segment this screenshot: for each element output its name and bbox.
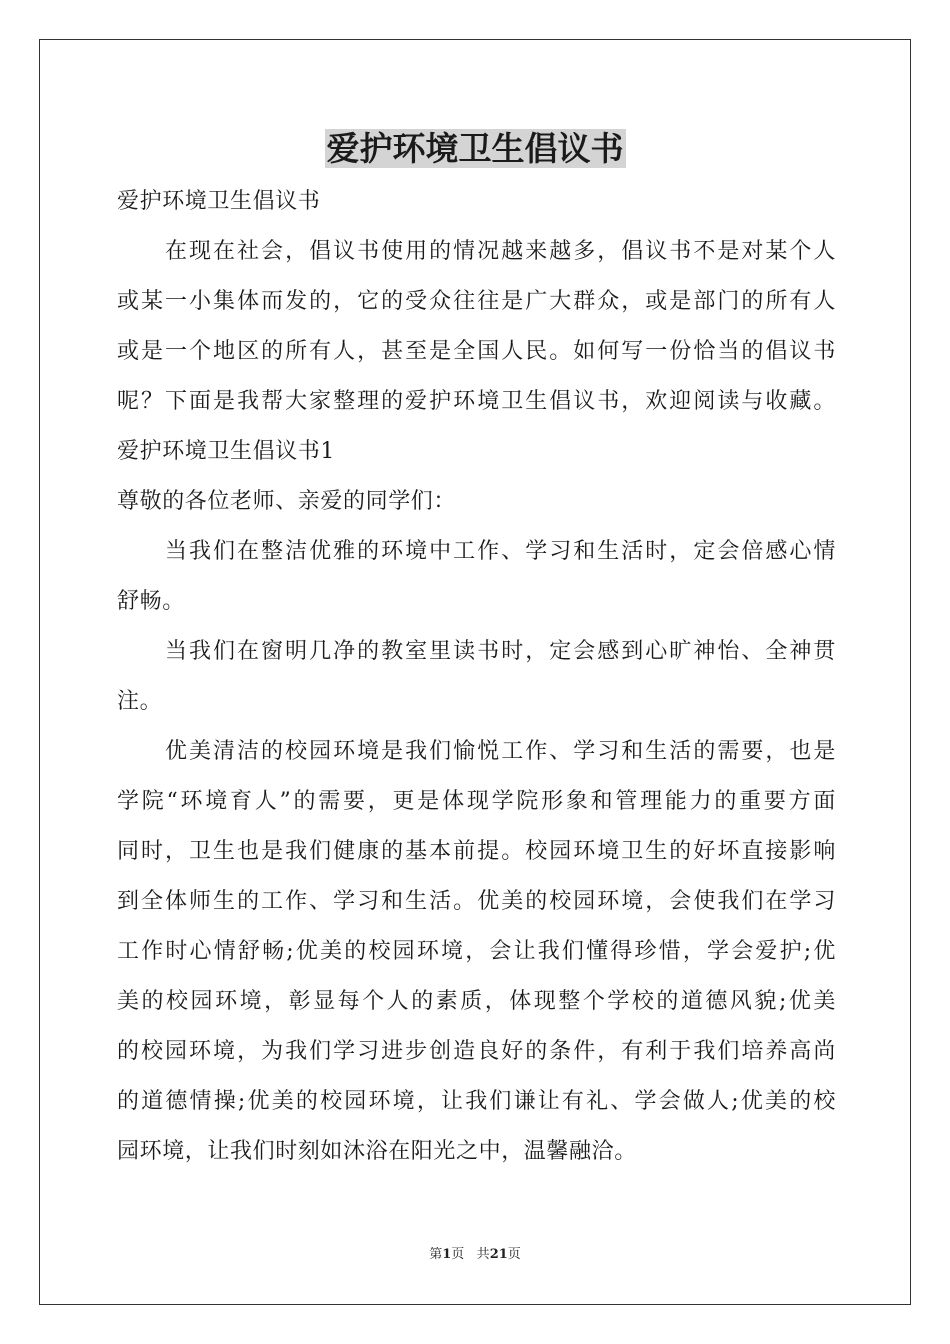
total-prefix: 共 [476, 1247, 490, 1262]
paragraph-line: 舒畅。 [117, 589, 185, 614]
page-suffix: 页 [451, 1247, 465, 1262]
paragraph-line: 园环境，让我们时刻如沐浴在阳光之中，温馨融洽。 [117, 1139, 637, 1164]
section-heading: 爱护环境卫生倡议书1 [117, 439, 335, 464]
title-text: 爱护环境卫生倡议书 [326, 129, 624, 168]
paragraph-line: 优美清洁的校园环境是我们愉悦工作、学习和生活的需要，也是 [165, 739, 836, 764]
document-body [117, 177, 836, 1177]
paragraph-line: 工作时心情舒畅;优美的校园环境，会让我们懂得珍惜，学会爱护;优 [117, 939, 836, 964]
salutation-line: 尊敬的各位老师、亲爱的同学们： [117, 489, 457, 514]
paragraph-line: 同时，卫生也是我们健康的基本前提。校园环境卫生的好坏直接影响 [117, 839, 836, 864]
paragraph-line: 当我们在窗明几净的教室里读书时，定会感到心旷神怡、全神贯 [165, 639, 836, 664]
paragraph-line: 注。 [117, 689, 163, 714]
paragraph-line: 的道德情操;优美的校园环境，让我们谦让有礼、学会做人;优美的校 [117, 1089, 836, 1114]
paragraph-line: 或是一个地区的所有人，甚至是全国人民。如何写一份恰当的倡议书 [117, 339, 836, 364]
page-footer [0, 1245, 950, 1265]
paragraph-line: 的校园环境，为我们学习进步创造良好的条件，有利于我们培养高尚 [117, 1039, 836, 1064]
document-title [0, 124, 950, 174]
paragraph-line: 呢？下面是我帮大家整理的爱护环境卫生倡议书，欢迎阅读与收藏。 [117, 389, 836, 414]
paragraph-line: 美的校园环境，彰显每个人的素质，体现整个学校的道德风貌;优美 [117, 989, 836, 1014]
page-current: 1 [442, 1247, 452, 1262]
paragraph-line: 到全体师生的工作、学习和生活。优美的校园环境，会使我们在学习 [117, 889, 836, 914]
total-suffix: 页 [507, 1247, 521, 1262]
paragraph-line: 或某一小集体而发的，它的受众往往是广大群众，或是部门的所有人 [117, 289, 836, 314]
page-prefix: 第 [429, 1247, 443, 1262]
paragraph-line: 在现在社会，倡议书使用的情况越来越多，倡议书不是对某个人 [165, 239, 836, 264]
paragraph-line: 学院“环境育人”的需要，更是体现学院形象和管理能力的重要方面 [117, 789, 836, 814]
page-total: 21 [489, 1247, 508, 1262]
subtitle-line: 爱护环境卫生倡议书 [117, 189, 321, 214]
paragraph-line: 当我们在整洁优雅的环境中工作、学习和生活时，定会倍感心情 [165, 539, 836, 564]
